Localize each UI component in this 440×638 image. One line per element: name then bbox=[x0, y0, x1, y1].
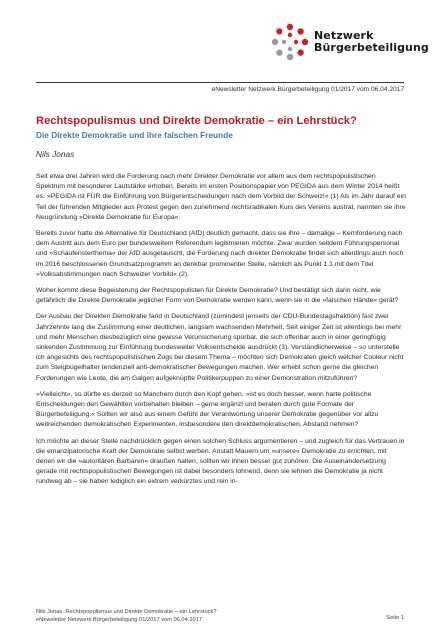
paragraph: Ich möchte an dieser Stelle nachdrücklich gegen einen solchen Schluss argumentieren – und zugleich für das Vertrauen in die emanzipatorische Kraft der Demokratie selbst werben. Anstatt Mauern um »unsere« Demokratie zu errichten, mit denen wir die »autoritären Barbaren« draußen halten, sollten wir ihnen besser gut zuhören. Die Auseinandersetzung gerade mit rechtspopulistischen Bewegungen ist dabei besonders lohnend, denn sie lehnen die Demokratie ja nicht rundweg ab – sie haben lediglich ein extrem verkürztes und rein in- bbox=[36, 437, 405, 486]
newsletter-header: eNewsletter Netzwerk Bürgerbeteiligung 01/2017 vom 06.04.2017 bbox=[211, 86, 404, 93]
paragraph: Woher kommt diese Begeisterung der Rechtspopulisten für Direkte Demokratie? Und bestätigt sich darin nicht, wie gefährlich die Direkte Demokratie jeglicher Form von Demokratie werden kann, wenn sie in die »falschen Hände« gerät? bbox=[36, 287, 399, 305]
article-subtitle: Die Direkte Demokratie und ihre falschen Freunde bbox=[36, 130, 233, 140]
paragraph: Der Ausbau der Direkten Demokratie fand in Deutschland (zumindest jenseits der CDU-Bundestagsfraktion) fast zwei Jahrzehnte lang die Zustimmung einer deutlichen, langsam wachsenden Mehrheit. Seit einiger Zeit ist allerdings bei mehr und mehr Menschen diesbezüglich eine gewisse Verunsicherung spürbar, die sich offenbar auch in einer geringfügig sinkenden Zustimmung zur Einführung bundesweiter Volksentscheide ausdrückt (3). Verständlicherweise – so unterstelle ich angesichts des rechtspopulistischen Zugs bei diesem Thema – möchten sich Demokraten gleich welcher Couleur nicht zum Steigbügelhalter tendenziell anti-demokratischer Bewegungen machen. Wer erhebt schon gerne die gleichen Forderungen wie Leute, die am Galgen aufgeknüpfte Politikerpuppen zu einer Demonstration mitzuführen? bbox=[36, 313, 404, 382]
logo-line-1: Netzwerk bbox=[314, 29, 374, 42]
paragraph: Seit etwa drei Jahren wird die Forderung nach mehr Direkter Demokratie vor allem aus dem rechtspopulistischen Spektrum mit besonderer Lautstärke erhoben. Bereits im ersten Positionspapier von PEGIDA aus dem Winter 2014 heißt es: »PEGIDA ist FÜR die Einführung von Bürgerentscheidungen nach dem Vorbild der Schweiz!« (1) Als im Jahr darauf ein Teil der führenden Mitglieder aus Protest gegen den zunehmend rechtsradikalen Kurs des Vereins austrat, nannten sie ihre Neugründung »Direkte Demokratie für Europa«. bbox=[36, 173, 406, 221]
netzwerk-logo bbox=[270, 22, 429, 66]
article-author: Nils Jonas bbox=[36, 149, 75, 159]
page-footer bbox=[36, 608, 217, 624]
paragraph: »Vielleicht«, so dürfte es derzeit so Manchem durch den Kopf gehen, »ist es doch besser, wenn harte politische Entscheidungen den Gewählten vorbehalten bleiben – gerne ergänzt und beraten durch gute Formate der Bürgerbeteiligung.« Sollten wir also aus einem Gefühl der Verantwortung unserer Demokratie gegenüber vor allzu weitreichenden demokratischen Experimenten, insbesondere den direktdemokratischen, Abstand nehmen? bbox=[36, 390, 379, 429]
logo-line-2: Bürgerbeteiligung bbox=[314, 41, 429, 54]
page-number: Seite 1 bbox=[386, 615, 404, 621]
footer-line-1: Nils Jonas: Rechtspopulismus und Direkte Demokratie – ein Lehrstück? bbox=[36, 609, 217, 615]
paragraph: Bereits zuvor hatte die Alternative für Deutschland (AfD) deutlich gemacht, dass sie ihre – damalige – Kernforderung nach dem Austritt aus dem Euro per bundesweitem Referendum legitimieren möchte. Zwar wurden seitdem Führungspersonal und »Schaufensterthema« der AfD ausgetauscht, die Forderung nach direkter Demokratie findet sich allerdings auch noch im 2016 beschlossenen Grundsatzprogramm an denkbar prominenter Stelle, nämlich als Punkt 1.1 mit dem Titel »Volksabstimmungen nach Schweizer Vorbild« (2). bbox=[36, 230, 404, 278]
header-divider bbox=[36, 82, 404, 83]
logo-mark-icon bbox=[270, 22, 310, 62]
footer-line-2: eNewsletter Netzwerk Bürgerbeteiligung 01/2017 vom 06.04.2017 bbox=[36, 617, 202, 623]
article-title: Rechtspopulismus und Direkte Demokratie – ein Lehrstück? bbox=[36, 115, 357, 127]
article-body bbox=[36, 172, 406, 494]
